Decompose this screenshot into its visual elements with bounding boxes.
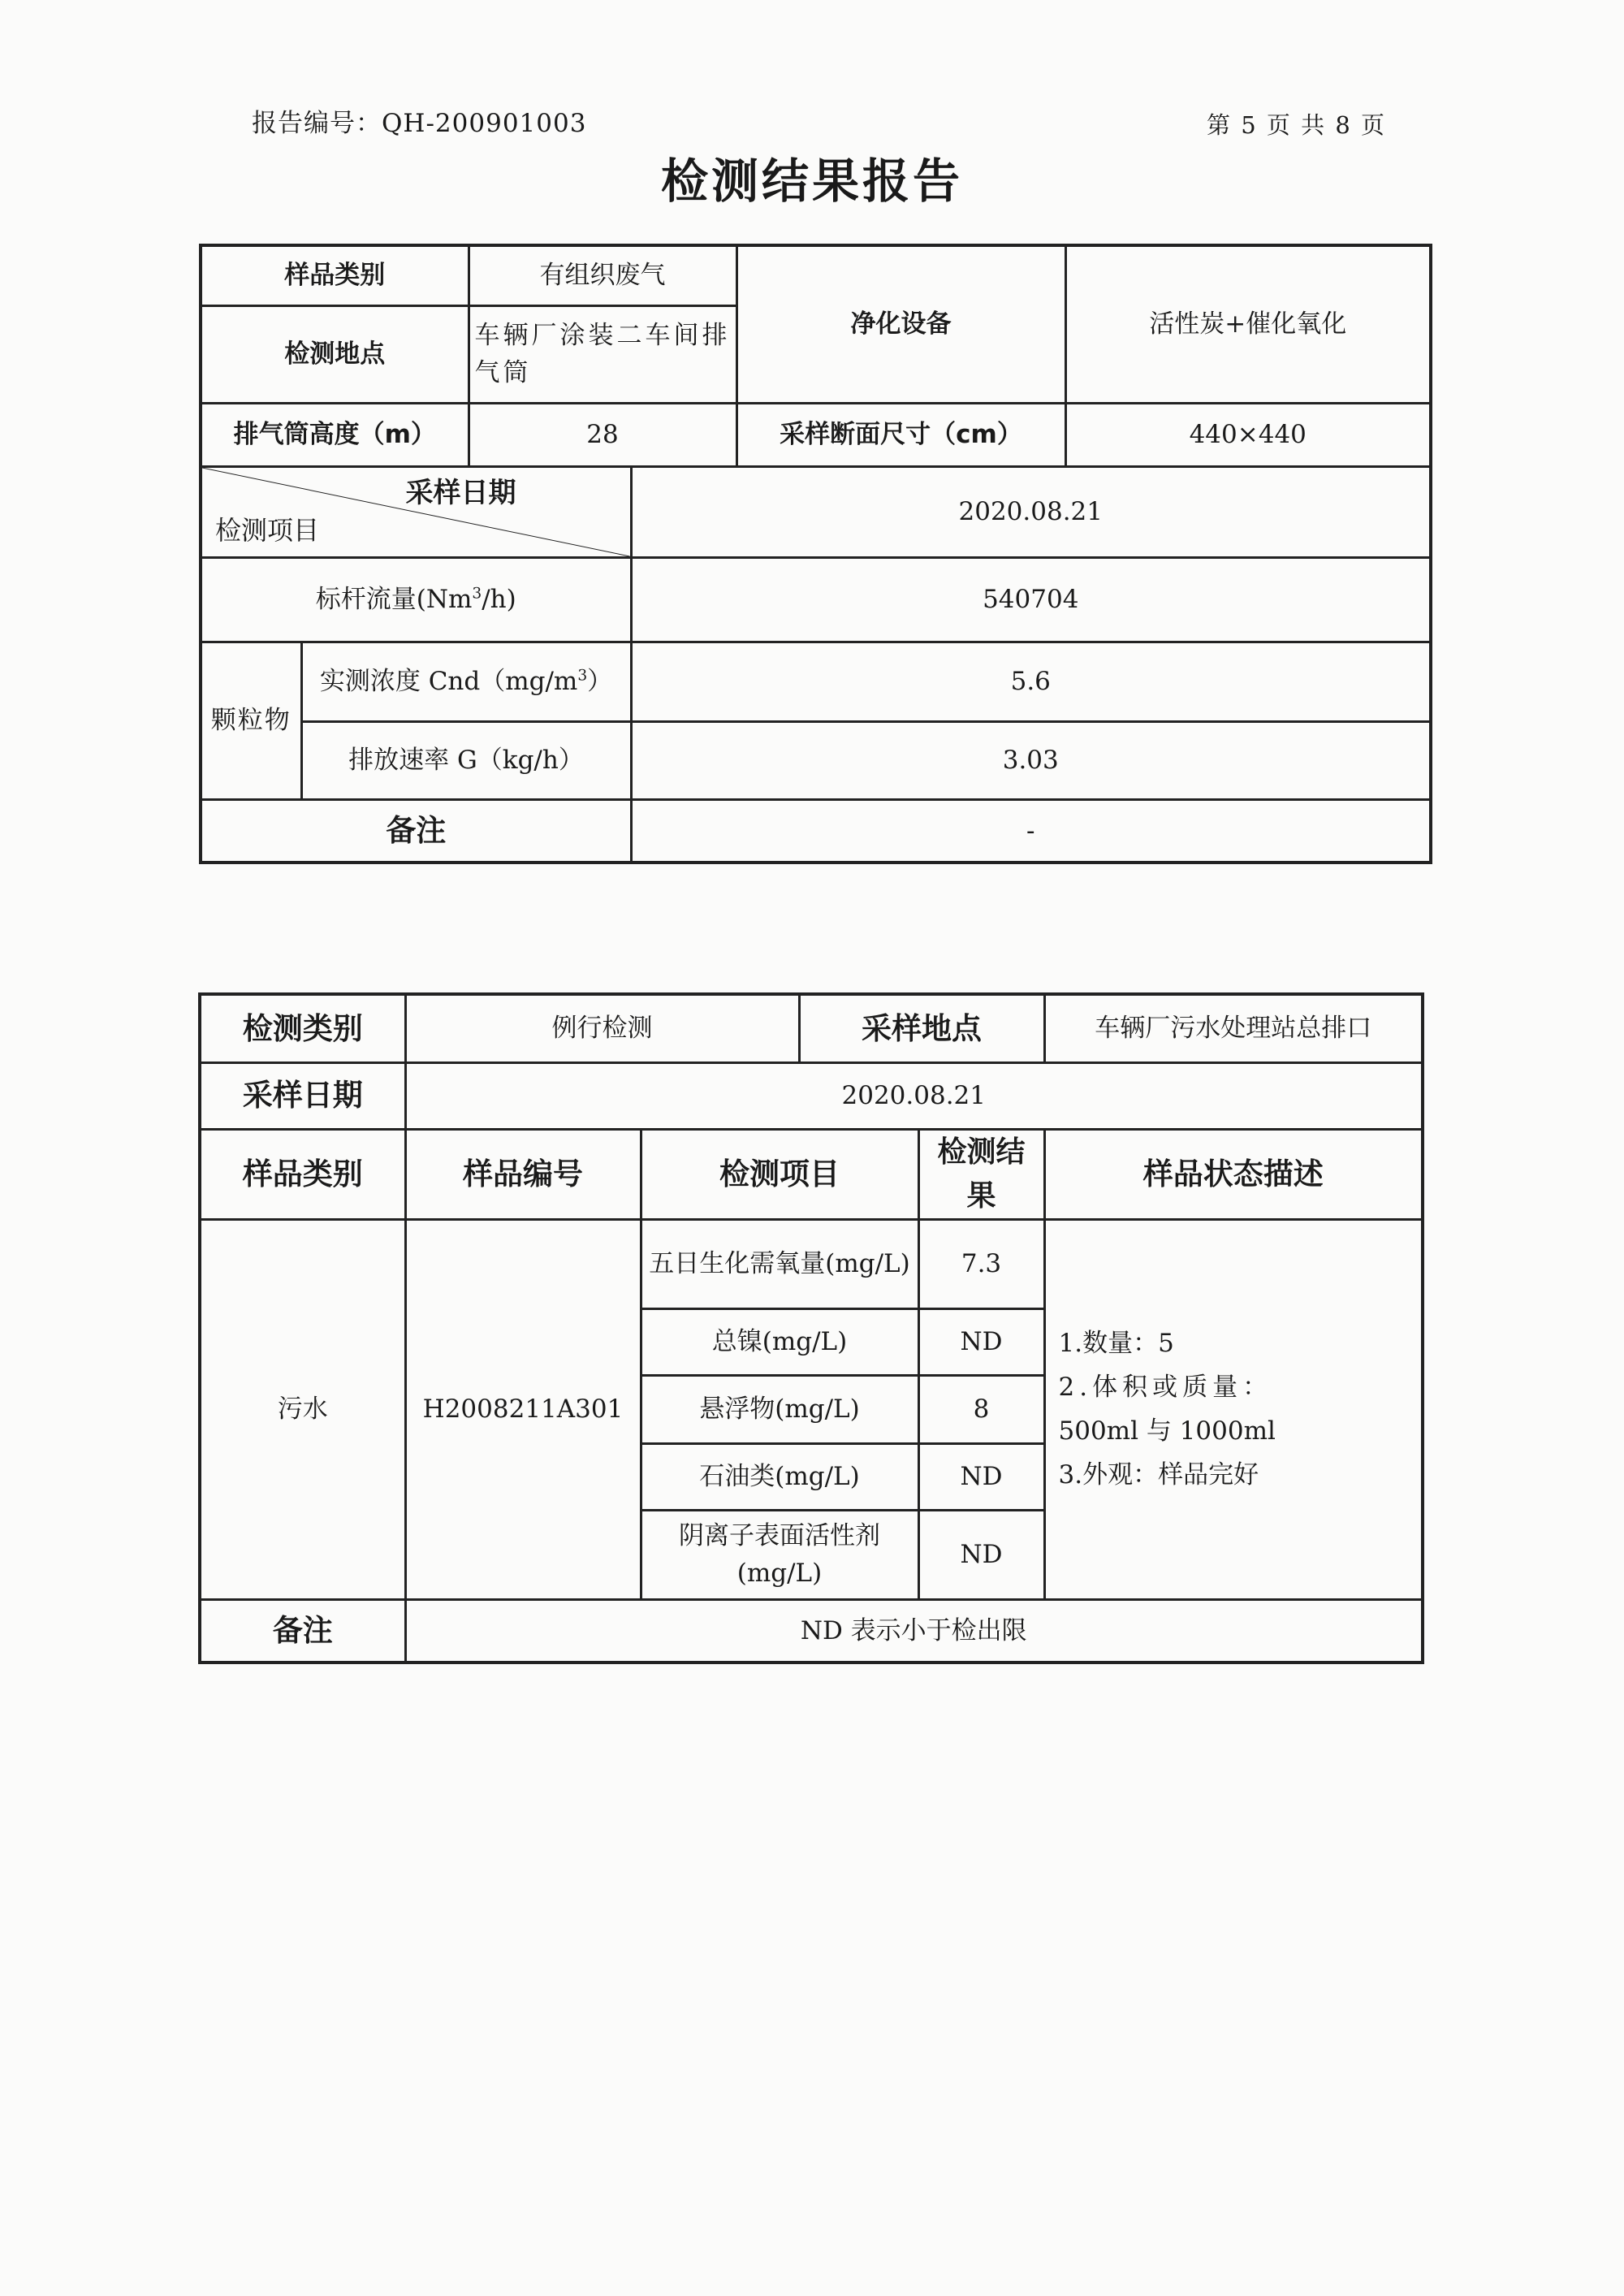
- flow-value: 540704: [631, 557, 1431, 642]
- report-title: 检测结果报告: [660, 153, 963, 209]
- state-line: 2.体积或质量：: [1058, 1372, 1273, 1402]
- test-item: 五日生化需氧量(mg/L): [641, 1219, 918, 1308]
- remark-label: 备注: [201, 799, 631, 863]
- sample-state-description: [1044, 1219, 1423, 1599]
- exhaust-gas-table: [199, 244, 1432, 864]
- sample-type-value: 污水: [200, 1219, 405, 1599]
- remark-value: -: [631, 799, 1431, 863]
- test-item: 阴离子表面活性剂(mg/L): [641, 1510, 918, 1599]
- state-line: 500ml 与 1000ml: [1058, 1416, 1276, 1446]
- test-result: 8: [918, 1375, 1044, 1443]
- date-label: 采样日期: [200, 1062, 405, 1129]
- state-line: 3.外观：样品完好: [1058, 1460, 1259, 1490]
- col-sample-no: 样品编号: [405, 1129, 641, 1219]
- sample-type-value: 有组织废气: [469, 245, 736, 305]
- sampling-date-value: 2020.08.21: [631, 466, 1431, 557]
- location-value: 车辆厂涂装二车间排气筒: [469, 305, 736, 403]
- test-result: ND: [918, 1443, 1044, 1510]
- page-info: 第 5 页 共 8 页: [1207, 111, 1386, 139]
- diag-date-label: 采样日期: [405, 476, 516, 509]
- diagonal-header-cell: [201, 466, 631, 557]
- section-size-label: 采样断面尺寸（cm）: [736, 403, 1065, 466]
- col-sample-state: 样品状态描述: [1044, 1129, 1423, 1219]
- test-result: 7.3: [918, 1219, 1044, 1308]
- concentration-label: 实测浓度 $Cnd(mg/m^3)$: [301, 642, 631, 721]
- section-size-value: 440×440: [1065, 403, 1431, 466]
- site-label: 采样地点: [799, 994, 1044, 1062]
- site-value: 车辆厂污水处理站总排口: [1044, 994, 1423, 1062]
- col-test-item: 检测项目: [641, 1129, 918, 1219]
- concentration-value: 5.6: [631, 642, 1431, 721]
- test-item: 悬浮物(mg/L): [641, 1375, 918, 1443]
- category-label: 检测类别: [200, 994, 405, 1062]
- test-result: ND: [918, 1308, 1044, 1375]
- purify-device-value: 活性炭+催化氧化: [1065, 245, 1431, 403]
- location-label: 检测地点: [201, 305, 469, 403]
- emission-rate-label: 排放速率 G（kg/h）: [301, 721, 631, 799]
- flow-label: 标杆流量(Nm$^3$/h): [201, 557, 631, 642]
- test-item: 总镍(mg/L): [641, 1308, 918, 1375]
- test-item: 石油类(mg/L): [641, 1443, 918, 1510]
- col-sample-type: 样品类别: [200, 1129, 405, 1219]
- wastewater-table: [198, 992, 1424, 1664]
- report-number: 报告编号：QH-200901003: [252, 109, 587, 138]
- category-value: 例行检测: [405, 994, 799, 1062]
- stack-height-value: 28: [469, 403, 736, 466]
- stack-height-label: 排气筒高度（m）: [201, 403, 469, 466]
- particle-label: 颗粒物: [201, 642, 301, 799]
- sample-no-value: H2008211A301: [405, 1219, 641, 1599]
- date-value: 2020.08.21: [405, 1062, 1423, 1129]
- remark-value: ND 表示小于检出限: [405, 1599, 1423, 1663]
- purify-device-label: 净化设备: [736, 245, 1065, 403]
- sample-type-label: 样品类别: [201, 245, 469, 305]
- emission-rate-value: 3.03: [631, 721, 1431, 799]
- state-line: 1.数量：5: [1058, 1328, 1174, 1358]
- test-result: ND: [918, 1510, 1044, 1599]
- remark-label: 备注: [200, 1599, 405, 1663]
- col-test-result: 检测结果: [918, 1129, 1044, 1219]
- diag-item-label: 检测项目: [215, 514, 320, 546]
